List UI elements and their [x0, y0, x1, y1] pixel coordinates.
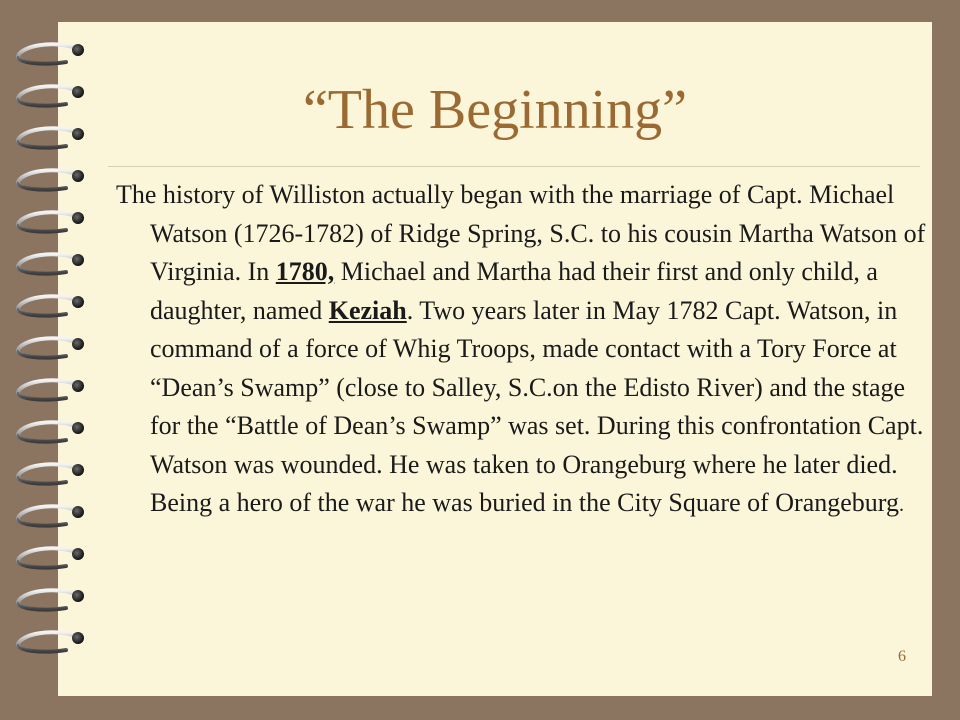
- binding-ring: [18, 380, 84, 400]
- binding-ring: [18, 464, 84, 484]
- binding-ring: [18, 590, 84, 610]
- slide-title: “The Beginning”: [302, 79, 688, 141]
- binding-ring: [18, 548, 84, 568]
- binding-ring: [18, 254, 84, 274]
- title-divider: [108, 166, 920, 167]
- body-paragraph: [116, 176, 926, 525]
- binding-ring: [18, 422, 84, 442]
- page-number: 6: [898, 648, 906, 665]
- highlight-name: Keziah: [328, 295, 407, 325]
- body-period: .: [898, 494, 904, 516]
- highlight-year: 1780,: [275, 257, 335, 286]
- binding-ring: [18, 632, 84, 652]
- body-text-2: Michael and Martha had their first and only child, a daughter, named: [150, 257, 878, 325]
- binding-ring: [18, 44, 84, 64]
- binding-ring: [18, 212, 84, 232]
- binding-ring: [18, 506, 84, 526]
- body-text-1: The history of Williston actually began with the marriage of Capt. Michael Watson (1726-1782) of Ridge Spring, S.C. to his cousin Martha Watson of Virginia. In: [116, 180, 926, 286]
- binding-ring: [18, 170, 84, 190]
- binding-ring: [18, 296, 84, 316]
- body-text-3: . Two years later in May 1782 Capt. Watson, in command of a force of Whig Troops, made contact with a Tory Force at “Dean’s Swamp” (close to Salley, S.C.on the Edisto River) and the stage for the “Battle of Dean’s Swamp” was set. During this confrontation Capt. Watson was wounded. He was taken to Orangeburg where he later died. Being a hero of the war he was buried in the City Square of Orangeburg: [150, 295, 924, 517]
- binding-ring: [18, 338, 84, 358]
